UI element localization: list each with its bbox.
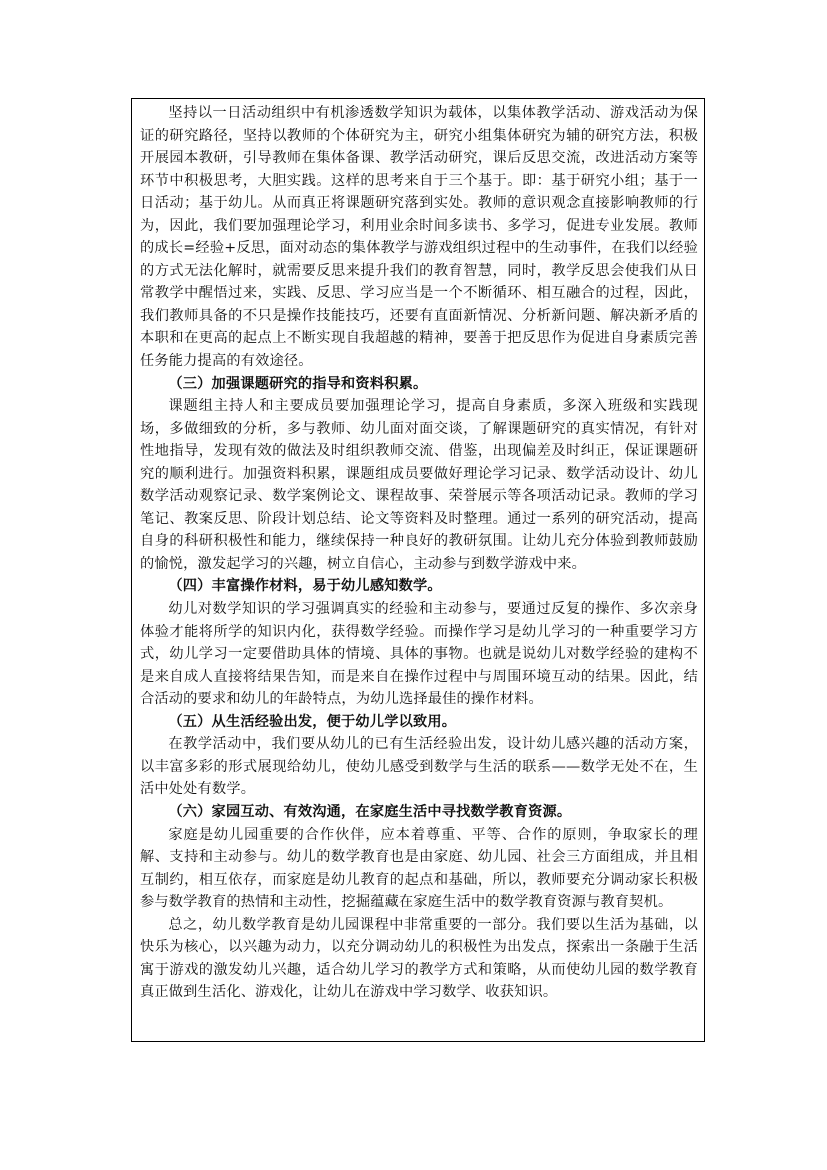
heading-section-5: （五）从生活经验出发，便于幼儿学以致用。 [168,713,457,730]
paragraph-guidance-materials: 课题组主持人和主要成员要加强理论学习，提高自身素质，多深入班级和实践现场，多做细致的分析，多与教师、幼儿面对面交谈，了解课题研究的真实情况，有针对性地指导，发现有效的做法及时组织教师交流、借鉴，出现偏差及时纠正，保证课题研究的顺利进行。加强资料积累，课题组成员要做好理论学习记录、数学活动设计、幼儿数学活动观察记录、数学案例论文、课程故事、荣誉展示等各项活动记录。教师的学习笔记、教案反思、阶段计划总结、论文等资料及时整理。通过一系列的研究活动，提高自身的科研积极性和能力，继续保持一种良好的教研氛围。让幼儿充分体验到教师鼓励的愉悦，激发起学习的兴趣，树立自信心，主动参与到数学游戏中来。 [140,398,698,572]
paragraph-conclusion: 总之，幼儿数学教育是幼儿园课程中非常重要的一部分。我们要以生活为基础，以快乐为核心，以兴趣为动力，以充分调动幼儿的积极性为出发点，探索出一条融于生活寓于游戏的激发幼儿兴趣，适合幼儿学习的教学方式和策略，从而使幼儿园的数学教育真正做到生活化、游戏化，让幼儿在游戏中学习数学、收获知识。 [140,916,698,1001]
heading-section-6: （六）家园互动、有效沟通，在家庭生活中寻找数学教育资源。 [168,803,572,820]
paragraph-operation-materials: 幼儿对数学知识的学习强调真实的经验和主动参与，要通过反复的操作、多次亲身体验才能将所学的知识内化，获得数学经验。而操作学习是幼儿学习的一种重要学习方式，幼儿学习一定要借助具体的情境、具体的事物。也就是说幼儿对数学经验的建构不是来自成人直接将结果告知，而是来自在操作过程中与周围环境互动的结果。因此，结合活动的要求和幼儿的年龄特点，为幼儿选择最佳的操作材料。 [140,601,698,708]
paragraph-research-path: 坚持以一日活动组织中有机渗透数学知识为载体，以集体教学活动、游戏活动为保证的研究路径，坚持以教师的个体研究为主，研究小组集体研究为辅的研究方法，积极开展园本教研，引导教师在集体备课、教学活动研究，课后反思交流，改进活动方案等环节中积极思考，大胆实践。这样的思考来自于三个基于。即：基于研究小组；基于一日活动；基于幼儿。从而真正将课题研究落到实处。教师的意识观念直接影响教师的行为，因此，我们要加强理论学习，利用业余时间多读书、多学习，促进专业发展。教师的成长=经验+反思，面对动态的集体教学与游戏组织过程中的生动事件，在我们以经验的方式无法化解时，就需要反思来提升我们的教育智慧，同时，教学反思会使我们从日常教学中醒悟过来，实践、反思、学习应当是一个不断循环、相互融合的过程，因此，我们教师具备的不只是操作技能技巧，还要有直面新情况、分析新问题、解决新矛盾的本职和在更高的起点上不断实现自我超越的精神，要善于把反思作为促进自身素质完善任务能力提高的有效途径。 [140,105,698,370]
paragraph-home-school: 家庭是幼儿园重要的合作伙伴，应本着尊重、平等、合作的原则，争取家长的理解、支持和主动参与。幼儿的数学教育也是由家庭、幼儿园、社会三方面组成，并且相互制约，相互依存，而家庭是幼儿教育的起点和基础，所以，教师要充分调动家长积极参与数学教育的热情和主动性，挖掘蕴藏在家庭生活中的数学教育资源与教育契机。 [140,826,698,911]
table-cell-content [131,98,705,1042]
paragraph-life-experience: 在教学活动中，我们要从幼儿的已有生活经验出发，设计幼儿感兴趣的活动方案，以丰富多彩的形式展现给幼儿，使幼儿感受到数学与生活的联系——数学无处不在，生活中处处有数学。 [140,736,698,798]
heading-section-3: （三）加强课题研究的指导和资料积累。 [168,375,428,392]
heading-section-4: （四）丰富操作材料，易于幼儿感知数学。 [168,578,442,595]
